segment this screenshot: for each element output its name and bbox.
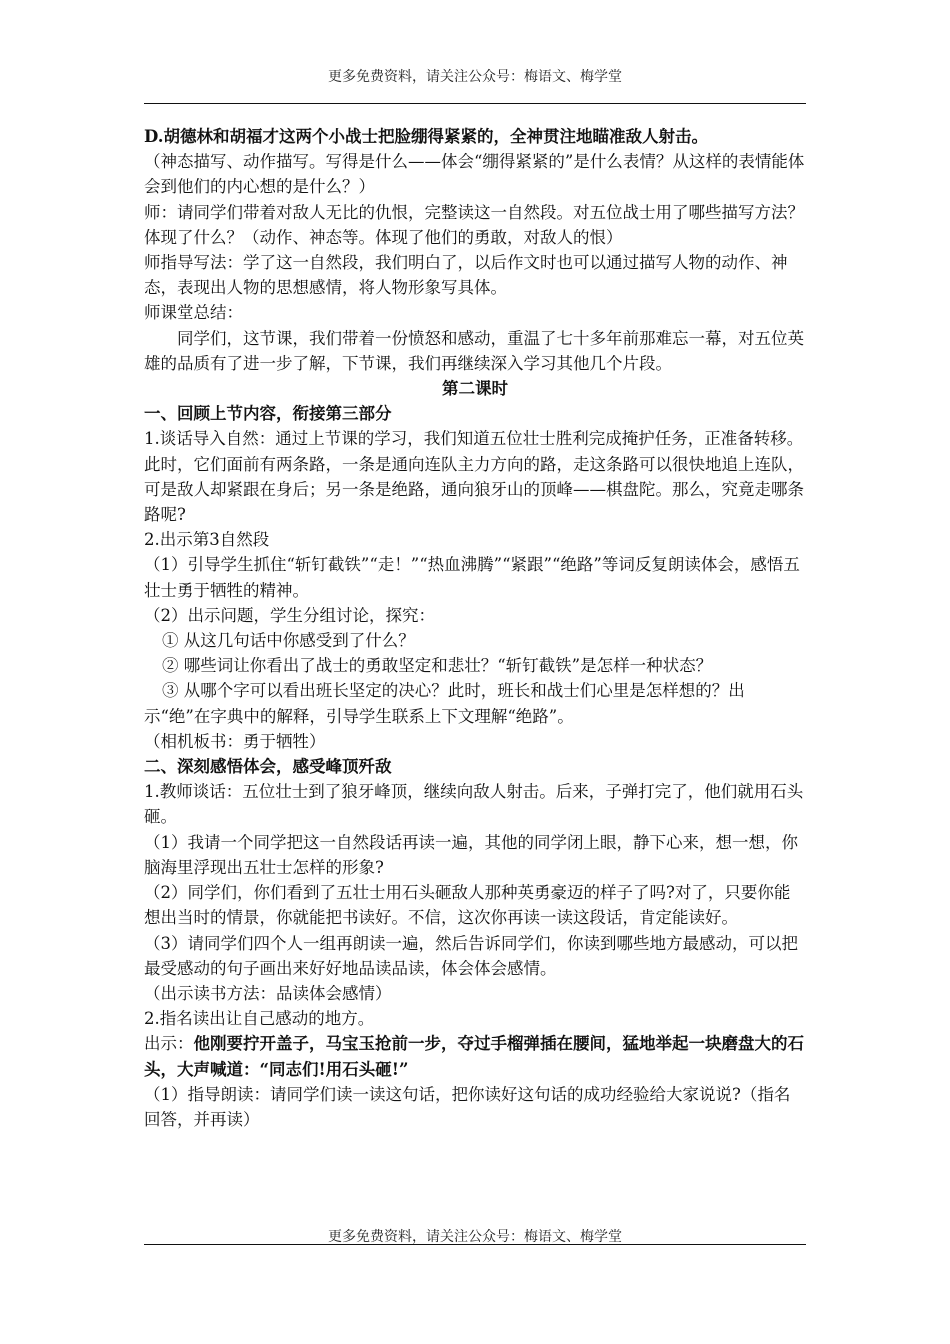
paragraph: （出示读书方法：品读体会感情） (144, 983, 392, 1003)
document-body (144, 124, 806, 1132)
paragraph: 1.谈话导入自然：通过上节课的学习，我们知道五位壮士胜利完成掩护任务，正准备转移。此时，它们面前有两条路，一条是通向连队主力方向的路，走这条路可以很快地追上连队，可是敌人却紧跟在身后；另一条是绝路，通向狼牙山的顶峰——棋盘陀。那么，究竟走哪条路呢? (144, 429, 804, 525)
list-item: ① 从这几句话中你感受到了什么？ (162, 631, 415, 651)
list-item (144, 678, 806, 728)
quote-text: 他刚要拧开盖子，马宝玉抢前一步，夺过手榴弹插在腰间，猛地举起一块磨盘大的石头，大声喊道：“同志们!用石头砸!” (144, 1034, 804, 1079)
section-heading: 二、深刻感悟体会，感受峰顶歼敌 (144, 757, 392, 777)
paragraph: （1）引导学生抓住“斩钉截铁”“走！”“热血沸腾”“紧跟”“绝路”等词反复朗读体会，感悟五壮士勇于牺牲的精神。 (144, 555, 800, 600)
paragraph: （相机板书：勇于牺牲） (144, 731, 326, 751)
page-header: 更多免费资料，请关注公众号：梅语文、梅学堂 (328, 69, 622, 85)
header-rule (144, 103, 806, 104)
paragraph: 师指导写法：学了这一自然段，我们明白了，以后作文时也可以通过描写人物的动作、神态，表现出人物的思想感情，将人物形象写具体。 (144, 253, 788, 298)
paragraph: 同学们，这节课，我们带着一份愤怒和感动，重温了七十多年前那难忘一幕，对五位英雄的品质有了进一步了解，下节课，我们再继续深入学习其他几个片段。 (144, 328, 804, 373)
paragraph (144, 1031, 806, 1081)
paragraph: （神态描写、动作描写。写得是什么——体会“绷得紧紧的”是什么表情？从这样的表情能体会到他们的内心想的是什么？） (144, 152, 805, 197)
footer-rule (144, 1244, 806, 1245)
section-title: 第二课时 (442, 379, 508, 399)
paragraph: 师：请同学们带着对敌人无比的仇恨，完整读这一自然段。对五位战士用了哪些描写方法？体现了什么？（动作、神态等。体现了他们的勇敢，对敌人的恨） (144, 202, 804, 247)
quote-label: 出示： (144, 1034, 194, 1054)
list-item: ② 哪些词让你看出了战士的勇敢坚定和悲壮？“斩钉截铁”是怎样一种状态？ (162, 656, 713, 676)
paragraph: 师课堂总结： (144, 303, 243, 323)
paragraph: 2.指名读出让自己感动的地方。 (144, 1009, 375, 1029)
paragraph: 1.教师谈话：五位壮士到了狼牙峰顶，继续向敌人射击。后来，子弹打完了，他们就用石头砸。 (144, 782, 804, 827)
page-footer: 更多免费资料，请关注公众号：梅语文、梅学堂 (328, 1229, 622, 1245)
paragraph: （1）我请一个同学把这一自然段话再读一遍，其他的同学闭上眼，静下心来，想一想，你脑海里浮现出五壮士怎样的形象? (144, 832, 798, 877)
paragraph: D.胡德林和胡福才这两个小战士把脸绷得紧紧的，全神贯注地瞄准敌人射击。 (144, 127, 708, 146)
list-item-text: ③ 从哪个字可以看出班长坚定的决心？此时，班长和战士们心里是怎样想的？出示“绝”在字典中的解释，引导学生联系上下文理解“绝路”。 (144, 681, 745, 726)
paragraph: （1）指导朗读：请同学们读一读这句话，把你读好这句话的成功经验给大家说说?（指名回答，并再读） (144, 1084, 791, 1129)
section-heading: 一、回顾上节内容，衔接第三部分 (144, 404, 392, 424)
paragraph: 2.出示第3自然段 (144, 530, 270, 550)
paragraph: （2）出示问题，学生分组讨论，探究： (144, 605, 435, 625)
paragraph: （2）同学们，你们看到了五壮士用石头砸敌人那种英勇豪迈的样子了吗?对了，只要你能想出当时的情景，你就能把书读好。不信，这次你再读一读这段话，肯定能读好。 (144, 883, 791, 928)
paragraph: （3）请同学们四个人一组再朗读一遍，然后告诉同学们，你读到哪些地方最感动，可以把最受感动的句子画出来好好地品读品读，体会体会感情。 (144, 933, 798, 978)
